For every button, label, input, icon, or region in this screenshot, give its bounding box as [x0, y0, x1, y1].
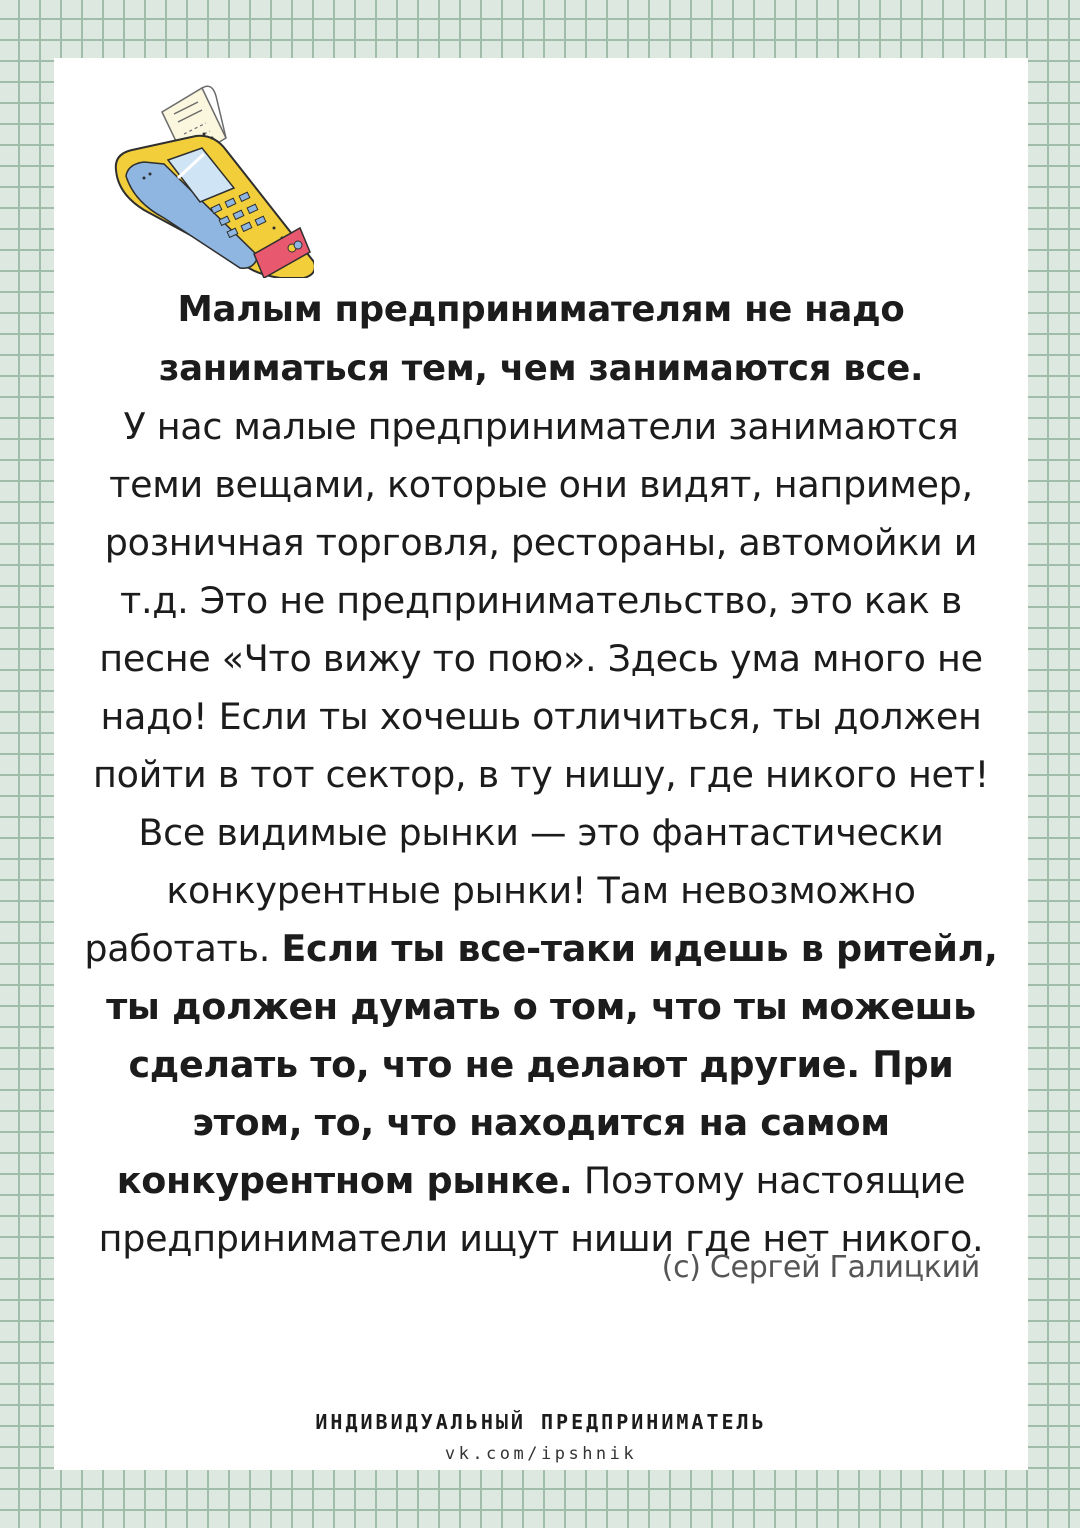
quote-emphasis: Если ты все-таки идешь в ритейл, ты должен думать о том, что ты можешь сделать то, что не делают другие. При этом, то, что находится на самом конкурентном рынке.: [106, 927, 998, 1202]
quote-body-part-1: У нас малые предприниматели занимаются теми вещами, которые они видят, например, розничная торговля, рестораны, автомойки и т.д. Это не предпринимательство, это как в песне «Что вижу то пою». Здесь ума много не надо! Если ты хочешь отличиться, ты должен пойти в тот сектор, в ту нишу, где никого нет! Все видимые рынки — это фантастически конкурентные рынки! Там невозможно работать.: [84, 405, 989, 970]
quote-attribution: (с) Сергей Галицкий: [661, 1250, 980, 1285]
quote-body-part-2: Поэтому настоящие предприниматели ищут ниши где нет никого.: [98, 1159, 984, 1260]
footer-title: ИНДИВИДУАЛЬНЫЙ ПРЕДПРИНИМАТЕЛЬ: [315, 1410, 767, 1434]
quote-text: [78, 280, 1004, 1268]
card-payment-terminal-icon: [104, 78, 314, 278]
quote-heading: Малым предпринимателям не надо заниматься тем, чем занимаются все.: [158, 289, 924, 389]
quote-card: [54, 58, 1028, 1470]
footer-url: vk.com/ipshnik: [444, 1444, 638, 1464]
